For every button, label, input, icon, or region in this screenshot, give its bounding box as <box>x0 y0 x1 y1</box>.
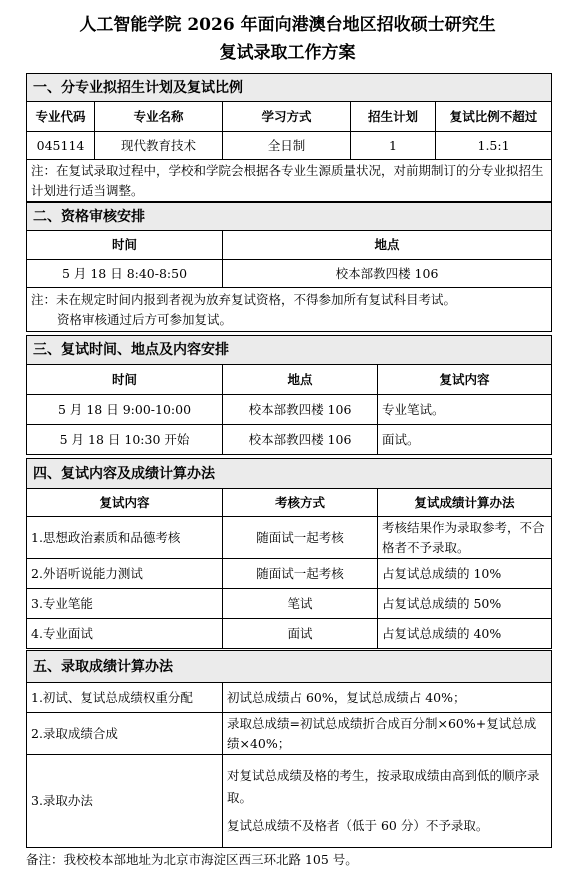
cell: 随面试一起考核 <box>223 517 378 559</box>
cell: 3.录取办法 <box>27 755 223 848</box>
cell: 占复试总成绩的 50% <box>378 589 552 619</box>
col-time: 时间 <box>27 231 223 260</box>
cell: 专业笔试。 <box>378 395 552 425</box>
section2-note <box>27 288 552 332</box>
col-major-code: 专业代码 <box>27 102 95 132</box>
cell: 随面试一起考核 <box>223 559 378 589</box>
cell: 现代教育技术 <box>95 132 223 160</box>
cell: 校本部教四楼 106 <box>223 395 378 425</box>
admission-table <box>26 650 552 848</box>
col-content: 复试内容 <box>378 365 552 395</box>
section5-heading: 五、录取成绩计算办法 <box>27 651 552 683</box>
cell: 4.专业面试 <box>27 619 223 649</box>
cell: 初试总成绩占 60%，复试总成绩占 40%； <box>223 683 552 713</box>
cell: 2.外语听说能力测试 <box>27 559 223 589</box>
table-row <box>27 425 552 455</box>
section1-heading: 一、分专业拟招生计划及复试比例 <box>27 74 552 102</box>
cell: 3.专业笔能 <box>27 589 223 619</box>
col-location: 地点 <box>223 231 552 260</box>
table-row <box>27 395 552 425</box>
col-major-name: 专业名称 <box>95 102 223 132</box>
cell: 面试。 <box>378 425 552 455</box>
plan-table <box>26 73 552 202</box>
cell: 全日制 <box>223 132 351 160</box>
rule-line: 复试总成绩不及格者（低于 60 分）不予录取。 <box>227 818 489 833</box>
cell: 1 <box>351 132 436 160</box>
col-content: 复试内容 <box>27 489 223 517</box>
cell: 045114 <box>27 132 95 160</box>
table-row <box>27 132 552 160</box>
table-row <box>27 589 552 619</box>
section2-heading: 二、资格审核安排 <box>27 203 552 231</box>
cell: 5 月 18 日 8:40-8:50 <box>27 260 223 288</box>
cell: 校本部教四楼 106 <box>223 260 552 288</box>
doc-title-line1: 人工智能学院 2026 年面向港澳台地区招收硕士研究生 <box>79 15 496 35</box>
cell: 校本部教四楼 106 <box>223 425 378 455</box>
qualification-table <box>26 202 552 332</box>
cell: 占复试总成绩的 10% <box>378 559 552 589</box>
cell: 考核结果作为录取参考，不合格者不予录取。 <box>378 517 552 559</box>
table-row <box>27 517 552 559</box>
cell: 笔试 <box>223 589 378 619</box>
cell: 5 月 18 日 9:00-10:00 <box>27 395 223 425</box>
cell: 录取总成绩=初试总成绩折合成百分制×60%+复试总成绩×40%； <box>223 713 552 755</box>
doc-title-line2: 复试录取工作方案 <box>219 43 356 63</box>
note-line: 资格审核通过后方可参加复试。 <box>57 311 233 327</box>
cell: 面试 <box>223 619 378 649</box>
cell: 5 月 18 日 10:30 开始 <box>27 425 223 455</box>
cell: 1.初试、复试总成绩权重分配 <box>27 683 223 713</box>
scoring-table <box>26 458 552 649</box>
table-row <box>27 559 552 589</box>
col-location: 地点 <box>223 365 378 395</box>
col-quota: 招生计划 <box>351 102 436 132</box>
section1-note: 注：在复试录取过程中，学校和学院会根据各专业生源质量状况，对前期制订的分专业拟招生计划进行适当调整。 <box>27 160 552 202</box>
table-row <box>27 713 552 755</box>
table-row <box>27 619 552 649</box>
cell: 2.录取成绩合成 <box>27 713 223 755</box>
section3-heading: 三、复试时间、地点及内容安排 <box>27 336 552 365</box>
cell <box>223 755 552 848</box>
col-study-mode: 学习方式 <box>223 102 351 132</box>
interview-schedule-table <box>26 335 552 455</box>
note-line: 注：未在规定时间内报到者视为放弃复试资格，不得参加所有复试科目考试。 <box>31 291 457 307</box>
table-row <box>27 260 552 288</box>
table-row <box>27 755 552 848</box>
col-ratio: 复试比例不超过 <box>436 102 552 132</box>
cell: 1.思想政治素质和品德考核 <box>27 517 223 559</box>
footer-note: 备注：我校校本部地址为北京市海淀区西三环北路 105 号。 <box>26 852 358 867</box>
section4-heading: 四、复试内容及成绩计算办法 <box>27 459 552 489</box>
col-calc: 复试成绩计算办法 <box>378 489 552 517</box>
cell: 占复试总成绩的 40% <box>378 619 552 649</box>
col-time: 时间 <box>27 365 223 395</box>
cell: 1.5:1 <box>436 132 552 160</box>
col-method: 考核方式 <box>223 489 378 517</box>
table-row <box>27 683 552 713</box>
rule-line: 对复试总成绩及格的考生，按录取成绩由高到低的顺序录取。 <box>227 768 540 805</box>
